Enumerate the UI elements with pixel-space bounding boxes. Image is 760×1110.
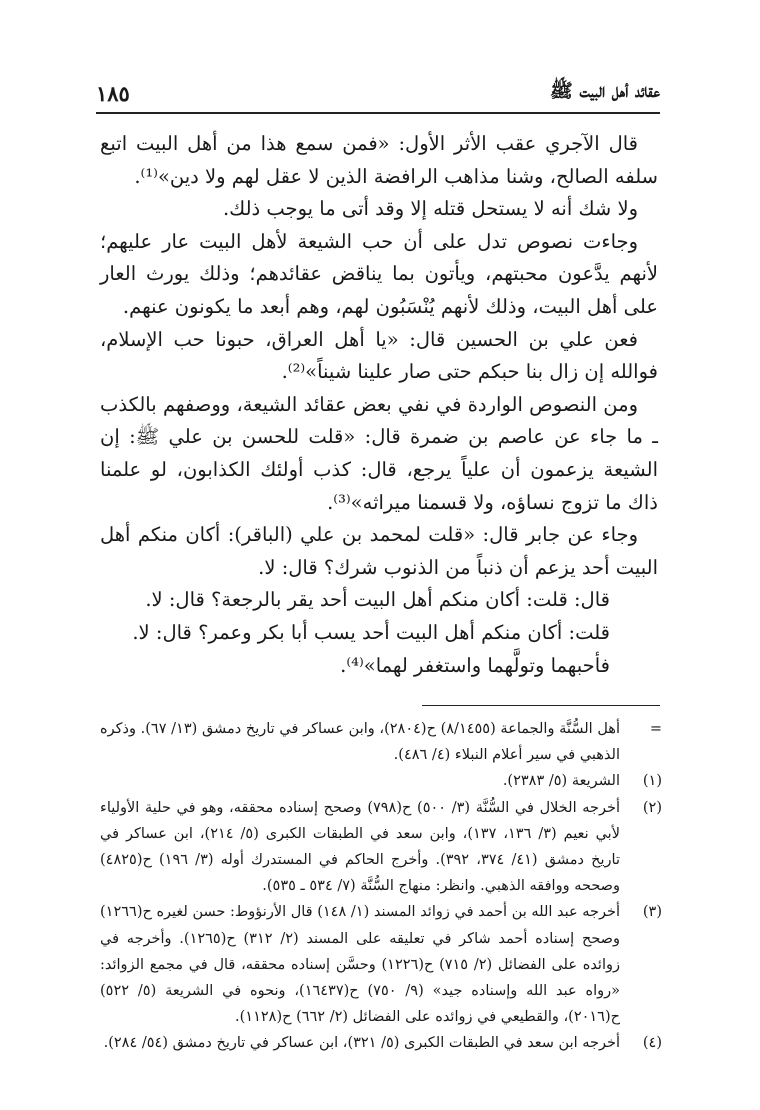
paragraph: ولا شك أنه لا يستحل قتله إلا وقد أتى ما يوجب ذلك. <box>222 197 638 221</box>
chapter-title: عقائد أهل البيت ﷺ <box>549 80 660 102</box>
footnote-text: أخرجه ابن سعد في الطبقات الكبرى (٥/ ٣٢١)، ابن عساكر في تاريخ دمشق (٥٤/ ٢٨٤). <box>103 1035 620 1052</box>
footnote <box>100 1030 662 1056</box>
footnote <box>100 899 662 1030</box>
dialogue-line: قلت: أكان منكم أهل البيت أحد يسب أبا بكر وعمر؟ قال: لا. <box>132 620 610 644</box>
footnote-text: أهل السُّنَّة والجماعة (٨/١٤٥٥) ح(٢٨٠٤)، وابن عساكر في تاريخ دمشق (١٣/ ٦٧). وذكره الذهبي في سير أعلام النبلاء (٤/ ٤٨٦). <box>100 721 620 764</box>
paragraph: ومن النصوص الواردة في نفي بعض عقائد الشيعة، ووصفهم بالكذب ـ ما جاء عن عاصم بن ضمرة قال: «قلت للحسن بن علي ﷺ: إن الشيعة يزعمون أن علياً يرجع، قال: كذب أولئك الكذابون، لو علمنا ذاك ما تزوج نساؤه، ولا قسمنا ميراثه»⁽³⁾. <box>100 392 658 514</box>
paragraph: وجاء عن جابر قال: «قلت لمحمد بن علي (الباقر): أكان منكم أهل البيت أحد يزعم أن ذنباً من الذنوب شرك؟ قال: لا. <box>100 523 658 579</box>
footnote-marker: = <box>649 721 662 737</box>
footnote-marker: (٣) <box>642 904 662 921</box>
footnote-text: أخرجه الخلال في السُّنَّة (٣/ ٥٠٠) ح(٧٩٨) وصحح إسناده محققه، وهو في حلية الأولياء لأبي نعيم (٣/ ١٣٦، ١٣٧)، وابن سعد في الطبقات الكبرى (٥/ ٢١٤)، ابن عساكر في تاريخ دمشق (٤١/ ٣٧٤، ٣٩٢). وأخرج الحاكم في المستدرك أوله (٣/ ١٩٦) ح(٤٨٢٥) وصححه ووافقه الذهبي. وانظر: منهاج السُّنَّة (٧/ ٥٣٤ ـ ٥٣٥). <box>100 799 620 895</box>
page-number: ١٨٥ <box>96 80 130 106</box>
main-text <box>100 128 658 682</box>
footnote <box>100 795 662 900</box>
footnote-marker: (٤) <box>642 1035 662 1052</box>
dialogue-line: قال: قلت: أكان منكم أهل البيت أحد يقر بالرجعة؟ قال: لا. <box>145 588 610 612</box>
footnote-text: أخرجه عبد الله بن أحمد في زوائد المسند (١/ ١٤٨) قال الأرنؤوط: حسن لغيره ح(١٢٦٦) وصحح إسناده أحمد شاكر في تعليقه على المسند (٢/ ٣١٢) ح(١٢٦٥). وأخرجه في زوائده على الفضائل (٢/ ٧١٥) ح(١٢٢٦) وحسَّن إسناده محققه، قال في مجمع الزوائد: «رواه عبد الله وإسناده جيد» (٩/ ٧٥٠) ح(١٦٤٣٧)، ونحوه في الشريعة (٥/ ٥٢٢) ح(٢٠١٦)، والقطيعي في زوائده على الفضائل (٢/ ٦٦٢) ح(١١٢٨). <box>100 904 621 1026</box>
paragraph: قال الآجري عقب الأثر الأول: «فمن سمع هذا من أهل البيت اتبع سلفه الصالح، وشنا مذاهب الرافضة الذين لا عقل لهم ولا دين»⁽¹⁾. <box>100 132 658 188</box>
paragraph: فعن علي بن الحسين قال: «يا أهل العراق، حبونا حب الإسلام، فوالله إن زال بنا حبكم حتى صار علينا شيناً»⁽²⁾. <box>100 327 658 384</box>
footnote <box>100 716 662 768</box>
footnote <box>100 768 662 794</box>
dialogue-line: فأحبهما وتولَّهما واستغفر لهما»⁽⁴⁾. <box>340 653 610 677</box>
paragraph: وجاءت نصوص تدل على أن حب الشيعة لأهل البيت عار عليهم؛ لأنهم يدَّعون محبتهم، ويأتون بما يناقض عقائدهم؛ وذلك يورث العار على أهل البيت، وذلك لأنهم يُنْسَبُون لهم، وهم أبعد ما يكونون عنهم. <box>100 229 658 318</box>
footnote-separator <box>422 705 660 706</box>
footnote-marker: (١) <box>642 773 662 790</box>
footnote-text: الشريعة (٥/ ٢٣٨٣). <box>502 773 620 790</box>
footnotes <box>100 716 662 1057</box>
running-header <box>96 78 660 114</box>
footnote-marker: (٢) <box>642 799 662 816</box>
